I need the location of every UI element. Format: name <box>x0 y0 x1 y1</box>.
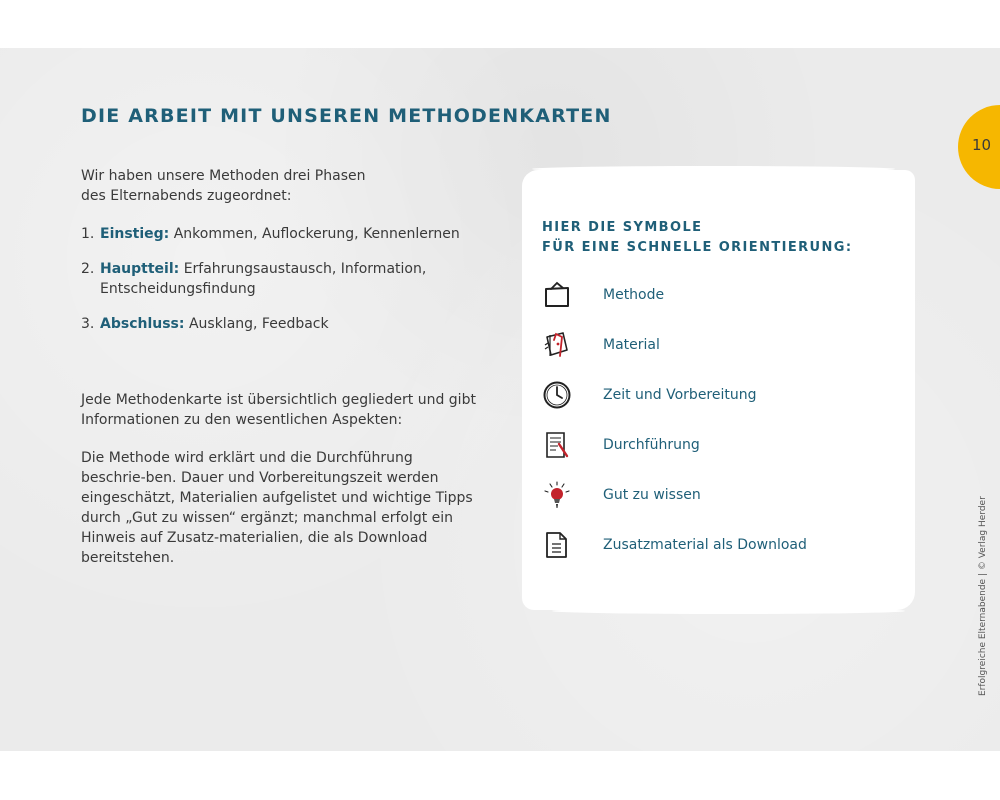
phase-item-hauptteil <box>81 259 461 299</box>
symbol-label: Durchführung <box>603 437 700 453</box>
symbol-legend-heading-line-1: HIER DIE SYMBOLE <box>542 220 703 235</box>
phase-description: Erfahrungsaustausch, Information, Entscheidungsfindung <box>100 261 427 297</box>
material-icon <box>542 330 572 360</box>
phase-number: 2. <box>81 261 95 277</box>
symbol-label: Zusatzmaterial als Download <box>603 537 807 553</box>
symbol-legend-heading-line-2: FÜR EINE SCHNELLE ORIENTIERUNG: <box>542 240 853 255</box>
frame-icon <box>542 280 572 310</box>
phase-number: 1. <box>81 226 95 242</box>
symbol-label: Methode <box>603 287 665 303</box>
phase-item-abschluss <box>81 314 461 334</box>
methode-explanation-paragraph: Die Methode wird erklärt und die Durchführung beschrie-ben. Dauer und Vorbereitungszeit werden eingeschätzt, Materialien aufgelistet und wichtige Tipps durch „Gut zu wissen“ ergänzt; manchmal erfolgt ein Hinweis auf Zusatz-materialien, die als Download bereitstehen. <box>81 450 473 566</box>
symbol-legend-heading <box>542 218 852 258</box>
phase-description: Ausklang, Feedback <box>188 316 329 332</box>
phase-item-einstieg <box>81 224 461 244</box>
methodenkarte-paragraph: Jede Methodenkarte ist übersichtlich gegliedert und gibt Informationen zu den wesentlichen Aspekten: <box>81 392 476 428</box>
page-number: 10 <box>972 136 992 154</box>
phase-name: Einstieg: <box>100 226 170 242</box>
phase-number: 3. <box>81 316 95 332</box>
symbol-label: Zeit und Vorbereitung <box>603 387 757 403</box>
phase-name: Hauptteil: <box>100 261 180 277</box>
notepad-icon <box>542 430 572 460</box>
symbol-label: Gut zu wissen <box>603 487 701 503</box>
intro-text <box>81 166 411 206</box>
intro-line-2: des Elternabends zugeordnet: <box>81 188 292 204</box>
phase-name: Abschluss: <box>100 316 185 332</box>
phase-list <box>81 224 461 349</box>
intro-line-1: Wir haben unsere Methoden drei Phasen <box>81 168 366 184</box>
document-icon <box>542 530 572 560</box>
clock-icon <box>542 380 572 410</box>
phase-description: Ankommen, Auflockerung, Kennenlernen <box>173 226 460 242</box>
page-title: DIE ARBEIT MIT UNSEREN METHODENKARTEN <box>81 105 612 127</box>
lightbulb-icon <box>542 480 572 510</box>
page-background <box>0 48 1000 751</box>
symbol-label: Material <box>603 337 660 353</box>
publisher-credit: Erfolgreiche Elternabende | © Verlag Herder <box>978 496 988 696</box>
symbol-legend-box <box>522 170 915 610</box>
